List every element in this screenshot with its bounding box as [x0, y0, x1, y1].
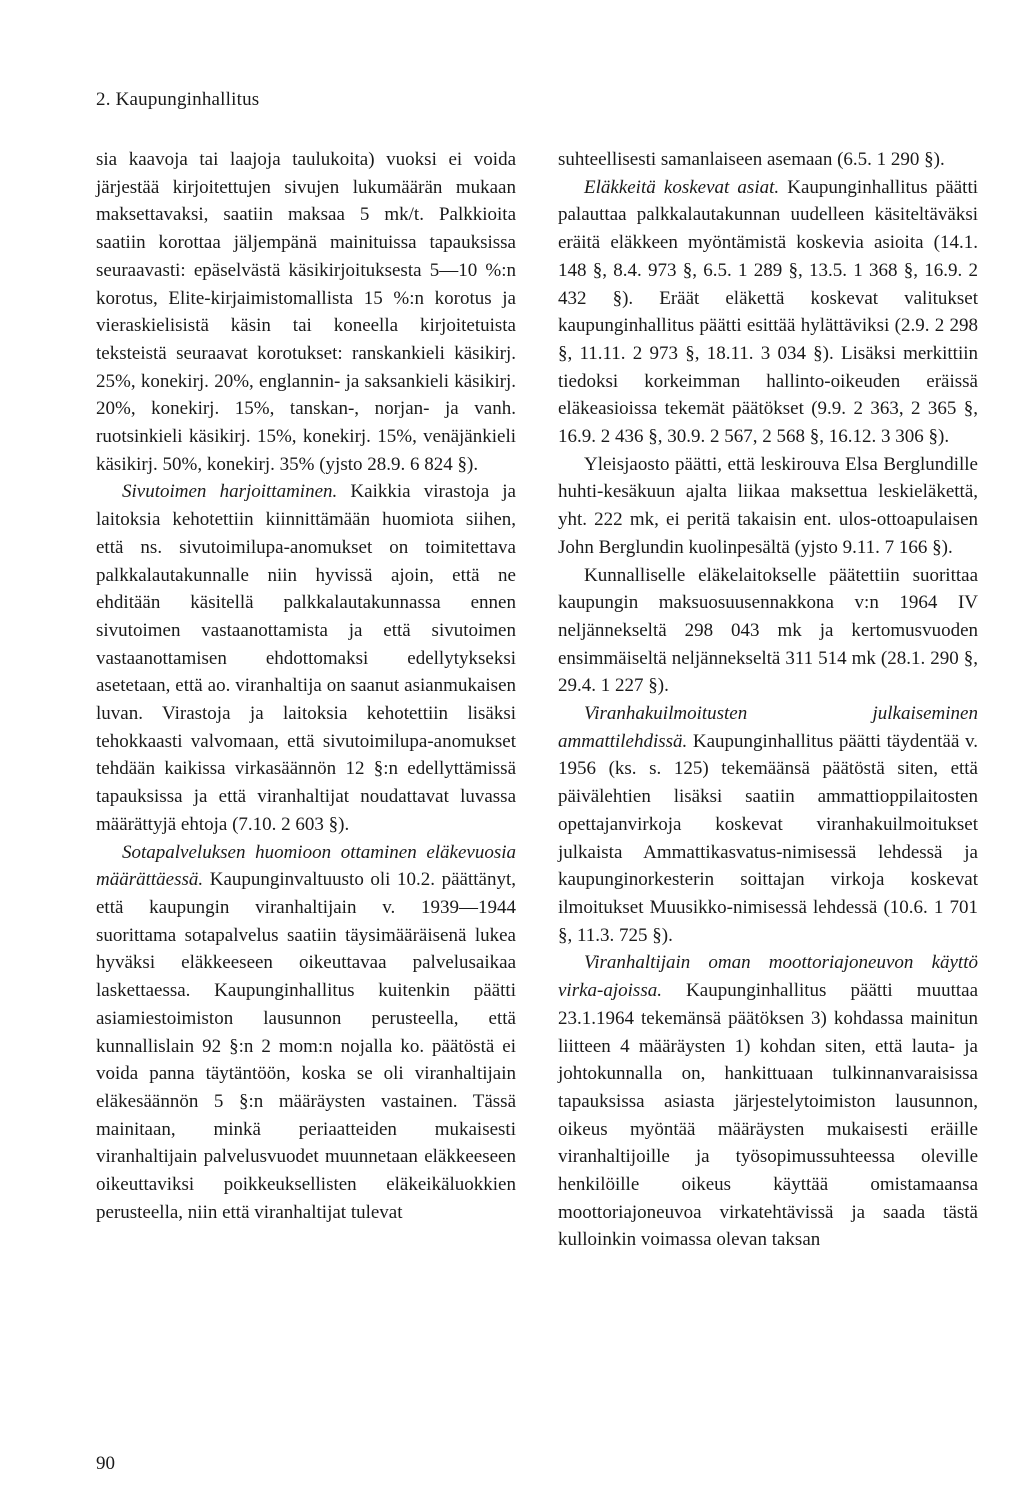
paragraph-body: Kaupunginhallitus päätti palauttaa palkkalautakunnan uudelleen käsiteltäväksi eräitä eläkkeen myöntämistä koskevia asioita (14.1. 148 §, 8.4. 973 §, 6.5. 1 289 §, 13.5. 1 368 §, 16.9. 2 432 §). Eräät eläkettä koskevat valitukset kaupunginhallitus päätti esittää hylättäviksi (2.9. 2 298 §, 11.11. 2 973 §, 18.11. 3 034 §). Lisäksi merkittiin tiedoksi korkeimman hallinto-oikeuden eräissä eläkeasioissa tekemät päätökset (9.9. 2 363, 2 365 §, 16.9. 2 436 §, 30.9. 2 567, 2 568 §, 16.12. 3 306 §). — [558, 176, 978, 448]
paragraph-job-ads — [558, 700, 978, 949]
running-header: 2. Kaupunginhallitus — [96, 89, 260, 110]
section-heading-side-occupation: Sivutoimen harjoittaminen. — [122, 481, 338, 503]
paragraph-pensions — [558, 174, 978, 451]
right-column — [558, 146, 978, 1254]
page-number: 90 — [96, 1453, 115, 1474]
paragraph-widow-pension: Yleisjaosto päätti, että leskirouva Elsa Berglundille huhti-kesäkuun ajalta liikaa maksettua leskieläkettä, yht. 222 mk, ei peritä takaisin ent. ulos-ottoapulaisen John Berglundin kuolinpesältä (yjsto 9.11. 7 166 §). — [558, 453, 978, 558]
left-column — [96, 146, 516, 1226]
paragraph-vehicle-use — [558, 949, 978, 1254]
section-heading-vehicle-use: Viranhaltijain oman moottoriajoneuvon käyttö virka-ajoissa. — [558, 952, 978, 1002]
section-heading-military-service: Sotapalveluksen huomioon ottaminen eläkevuosia määrättäessä. — [96, 841, 516, 891]
paragraph-pension-fund: Kunnalliselle eläkelaitokselle päätettiin suorittaa kaupungin maksuosuusennakkona v:n 1964 IV neljännekseltä 298 043 mk ja kertomusvuoden ensimmäiseltä neljännekseltä 311 514 mk (28.1. 290 §, 29.4. 1 227 §). — [558, 564, 978, 697]
paragraph-body: Kaupunginvaltuusto oli 10.2. päättänyt, että kaupungin viranhaltijain v. 1939—1944 suorittama sotapalvelus saatiin täysimääräisenä lukea hyväksi eläkkeeseen oikeuttavaa palvelusaikaa laskettaessa. Kaupunginhallitus kuitenkin päätti asiamiestoimiston lausunnon perusteella, että kunnallislain 92 §:n 2 mom:n nojalla ko. päätöstä ei voida panna täytäntöön, koska se oli viranhaltijain eläkesäännön 5 §:n määräysten vastainen. Tässä mainitaan, minkä periaatteiden mukaisesti viranhaltijain palvelusvuodet muunnetaan eläkkeeseen oikeuttaviksi poikkeuksellisten eläkeikäluokkien perusteella, niin että viranhaltijat tulevat — [96, 869, 516, 1223]
paragraph-honorarium-rates: sia kaavoja tai laajoja taulukoita) vuoksi ei voida järjestää kirjoitettujen sivujen lukumäärän mukaan maksettavaksi, saatiin maksaa 5 mk/t. Palkkioita saatiin korottaa jäljempänä mainituissa tapauksissa seuraavasti: epäselvästä käsikirjoituksesta 5—10 %:n korotus, Elite-kirjaimistomallista 15 %:n korotus ja vieraskielisistä käsin tai koneella kirjoitetuista teksteistä seuraavat korotukset: ranskankieli käsikirj. 25%, konekirj. 20%, englannin- ja saksankieli käsikirj. 20%, konekirj. 15%, tanskan-, norjan- ja vanh. ruotsinkieli käsikirj. 15%, konekirj. 15%, venäjänkieli käsikirj. 50%, konekirj. 35% (yjsto 28.9. 6 824 §). — [96, 149, 516, 475]
paragraph-body: Kaikkia virastoja ja laitoksia kehotettiin kiinnittämään huomiota siihen, että ns. sivutoimilupa-anomukset on toimitettava palkkalautakunnalle niin hyvissä ajoin, että ne ehditään käsitellä palkkalautakunnassa ennen sivutoimen vastaanottamista ja että sivutoimen vastaanottamisen ehdottomaksi edellytykseksi asetetaan, että ao. viranhaltija on saanut asianmukaisen luvan. Virastoja ja laitoksia kehotettiin lisäksi tehokkaasti valvomaan, että sivutoimilupa-anomukset tehdään kaikissa virkasäännön 12 §:n edellyttämissä tapauksissa ja että viranhaltijat noudattavat luvassa määrättyjä ehtoja (7.10. 2 603 §). — [96, 481, 516, 835]
paragraph-body: Kaupunginhallitus päätti muuttaa 23.1.1964 tekemänsä päätöksen 3) kohdassa mainitun liitteen 4 määräysten 1) kohdan siten, että lauta- ja johtokunnalla on, hankittuaan tulkinnanvaraisissa tapauksissa asiasta järjestelytoimiston lausunnon, oikeus myöntää määräysten mukaisesti eräille viranhaltijoille ja työsopimussuhteessa oleville henkilöille oikeus käyttää omistamaansa moottoriajoneuvoa virkatehtävissä ja saada tästä kulloinkin voimassa olevan taksan — [558, 980, 978, 1251]
paragraph-continuation: suhteellisesti samanlaiseen asemaan (6.5. 1 290 §). — [558, 149, 945, 170]
paragraph-side-occupation — [96, 478, 516, 838]
paragraph-military-service — [96, 839, 516, 1227]
paragraph-body: Kaupunginhallitus päätti täydentää v. 1956 (ks. s. 125) tekemäänsä päätöstä siten, että päivälehtien lisäksi saatiin ammattioppilaitosten opettajanvirkoja koskevat viranhakuilmoitukset julkaista Ammattikasvatus-nimisessä lehdessä ja kaupunginorkesterin soittajan virkoja koskevat ilmoitukset Muusikko-nimisessä lehdessä (10.6. 1 701 §, 11.3. 725 §). — [558, 730, 978, 946]
section-heading-pensions: Eläkkeitä koskevat asiat. — [584, 176, 780, 198]
section-heading-job-ads: Viranhakuilmoitusten julkaiseminen ammattilehdissä. — [558, 703, 978, 752]
